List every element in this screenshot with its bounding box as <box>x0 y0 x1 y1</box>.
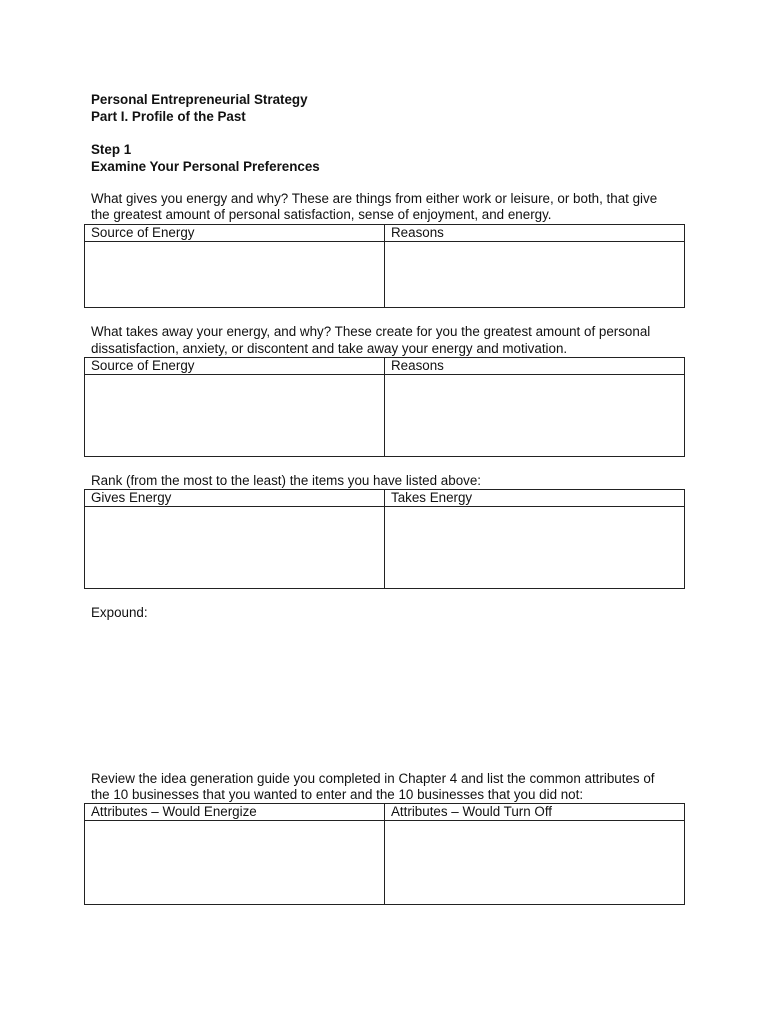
table-header-would-energize: Attributes – Would Energize <box>85 804 385 821</box>
table-header-reasons: Reasons <box>385 358 684 375</box>
section4-line1: Review the idea generation guide you completed in Chapter 4 and list the common attributes of <box>91 771 655 786</box>
section1-line2: the greatest amount of personal satisfaction, sense of enjoyment, and energy. <box>91 207 552 222</box>
expound-label: Expound: <box>91 605 148 620</box>
section3-line1: Rank (from the most to the least) the items you have listed above: <box>91 473 482 488</box>
section2-line1: What takes away your energy, and why? These create for you the greatest amount of personal <box>91 324 651 339</box>
would-energize-input-cell[interactable] <box>85 821 385 904</box>
table-header-reasons: Reasons <box>385 225 684 242</box>
section4-line2: the 10 businesses that you wanted to enter and the 10 businesses that you did not: <box>91 787 584 802</box>
gives-energy-input-cell[interactable] <box>85 507 385 588</box>
business-attributes-table <box>84 803 685 905</box>
energy-drains-table <box>84 357 685 457</box>
step-title: Examine Your Personal Preferences <box>91 159 320 174</box>
table-header-takes-energy: Takes Energy <box>385 490 684 507</box>
energy-sources-table <box>84 224 685 308</box>
table-header-source: Source of Energy <box>85 358 385 375</box>
part-heading: Part I. Profile of the Past <box>91 109 246 124</box>
reasons-input-cell[interactable] <box>385 375 684 456</box>
reasons-input-cell[interactable] <box>385 242 684 307</box>
would-turn-off-input-cell[interactable] <box>385 821 684 904</box>
table-header-source: Source of Energy <box>85 225 385 242</box>
table-header-would-turn-off: Attributes – Would Turn Off <box>385 804 684 821</box>
source-of-energy-input-cell[interactable] <box>85 242 385 307</box>
step-label: Step 1 <box>91 142 132 157</box>
section2-line2: dissatisfaction, anxiety, or discontent and take away your energy and motivation. <box>91 341 568 356</box>
takes-energy-input-cell[interactable] <box>385 507 684 588</box>
source-of-energy-input-cell[interactable] <box>85 375 385 456</box>
section1-line1: What gives you energy and why? These are things from either work or leisure, or both, that give <box>91 191 658 206</box>
energy-ranking-table <box>84 489 685 589</box>
table-header-gives-energy: Gives Energy <box>85 490 385 507</box>
document-title: Personal Entrepreneurial Strategy <box>91 92 308 107</box>
